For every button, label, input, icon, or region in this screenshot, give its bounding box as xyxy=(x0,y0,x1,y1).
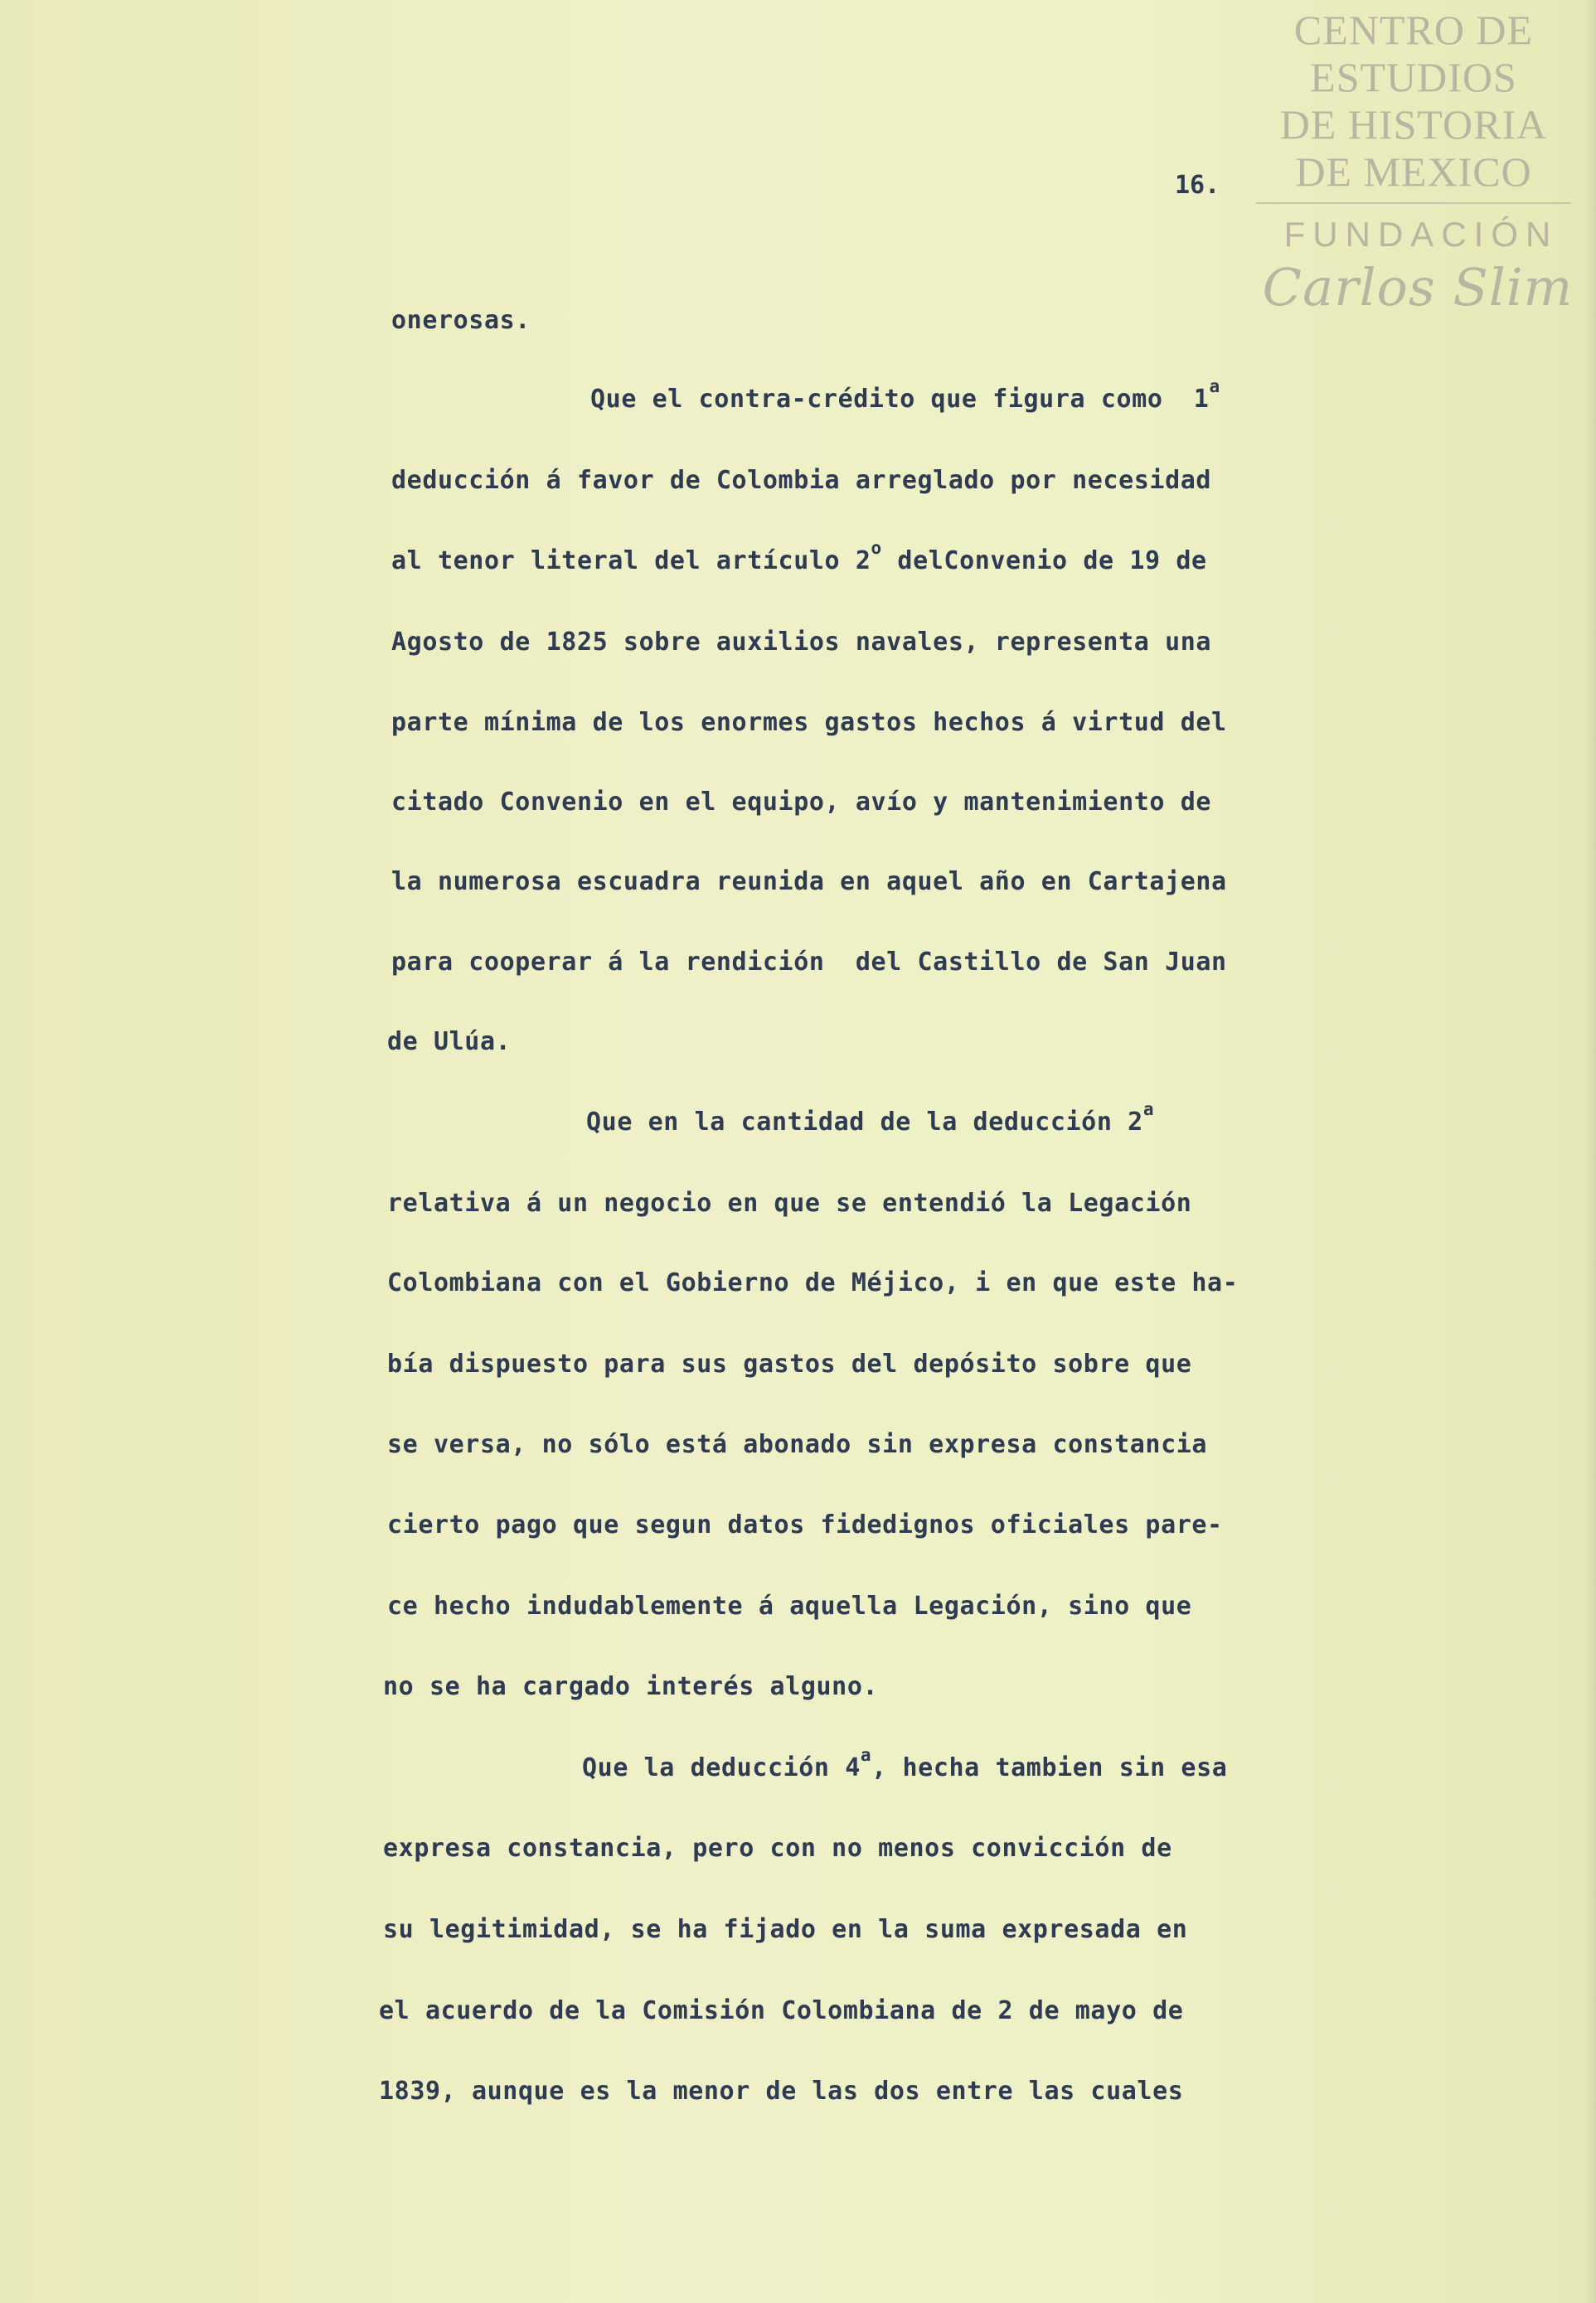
text-line xyxy=(391,626,1211,659)
line-text: al tenor literal del artículo 2 xyxy=(391,546,871,575)
watermark-signature: Carlos Slim xyxy=(1262,257,1574,318)
watermark-divider xyxy=(1256,202,1571,204)
text-line xyxy=(391,946,1227,979)
line-text: Que en la cantidad de la deducción 2 xyxy=(586,1108,1143,1137)
line-text: expresa constancia, pero con no menos convicción de xyxy=(383,1834,1172,1863)
text-line xyxy=(391,464,1211,497)
page-edge-shadow xyxy=(1584,0,1596,2303)
text-line xyxy=(387,1267,1238,1300)
line-text: de Ulúa. xyxy=(387,1027,512,1056)
text-line xyxy=(383,1670,878,1704)
line-text: relativa á un negocio en que se entendió la Legación xyxy=(387,1189,1192,1218)
superscript: o xyxy=(871,538,882,558)
line-text: bía dispuesto para sus gastos del depósito sobre que xyxy=(387,1350,1192,1379)
text-line xyxy=(379,2075,1183,2108)
line-text: onerosas. xyxy=(391,306,531,335)
text-line xyxy=(387,1187,1191,1220)
line-text: 1839, aunque es la menor de las dos entre las cuales xyxy=(379,2077,1184,2106)
line-text: para cooperar á la rendición del Castillo de San Juan xyxy=(391,948,1227,977)
line-text: delConvenio de 19 de xyxy=(881,546,1207,575)
superscript: a xyxy=(860,1745,872,1765)
page-number: 16. xyxy=(1175,171,1220,200)
line-text: cierto pago que segun datos fidedignos oficiales pare- xyxy=(387,1510,1223,1539)
archive-watermark xyxy=(1248,7,1579,318)
line-text: el acuerdo de la Comisión Colombiana de 2 de mayo de xyxy=(379,1996,1184,2025)
watermark-foundation: FUNDACIÓN xyxy=(1283,215,1559,254)
line-text: citado Convenio en el equipo, avío y mantenimiento de xyxy=(391,788,1212,817)
watermark-line: ESTUDIOS xyxy=(1310,54,1517,100)
line-text: su legitimidad, se ha fijado en la suma expresada en xyxy=(383,1915,1188,1944)
line-text: deducción á favor de Colombia arreglado por necesidad xyxy=(391,466,1212,495)
text-line xyxy=(391,786,1211,819)
text-line xyxy=(387,1509,1223,1542)
watermark-line: DE HISTORIA xyxy=(1279,101,1548,148)
line-text: no se ha cargado interés alguno. xyxy=(383,1672,879,1701)
text-line xyxy=(586,1099,1155,1139)
line-text: parte mínima de los enormes gastos hechos á virtud del xyxy=(391,708,1227,737)
watermark-line: DE MEXICO xyxy=(1295,148,1532,195)
text-line xyxy=(387,1428,1207,1462)
superscript: a xyxy=(1209,376,1220,396)
line-text: Agosto de 1825 sobre auxilios navales, representa una xyxy=(391,628,1212,657)
text-line xyxy=(387,1348,1191,1381)
text-line xyxy=(582,1745,1228,1785)
line-text: Colombiana con el Gobierno de Méjico, i en que este ha- xyxy=(387,1268,1239,1297)
text-line xyxy=(383,1913,1187,1947)
line-text: se versa, no sólo está abonado sin expresa constancia xyxy=(387,1430,1208,1459)
line-text: ce hecho indudablemente á aquella Legación, sino que xyxy=(387,1592,1192,1621)
text-line xyxy=(391,304,531,337)
text-line xyxy=(383,1832,1172,1865)
watermark-line: CENTRO DE xyxy=(1293,7,1534,53)
line-text: , hecha tambien sin esa xyxy=(871,1753,1228,1782)
text-line xyxy=(387,1025,511,1059)
text-line xyxy=(391,538,1207,578)
text-line xyxy=(379,1995,1183,2028)
text-line xyxy=(590,376,1220,416)
text-line xyxy=(391,865,1227,899)
text-line xyxy=(391,706,1227,739)
superscript: a xyxy=(1142,1099,1155,1119)
line-text: la numerosa escuadra reunida en aquel año en Cartajena xyxy=(391,867,1227,896)
line-text: Que la deducción 4 xyxy=(582,1753,861,1782)
text-line xyxy=(387,1590,1191,1623)
line-text: Que el contra-crédito que figura como 1 xyxy=(590,385,1210,414)
